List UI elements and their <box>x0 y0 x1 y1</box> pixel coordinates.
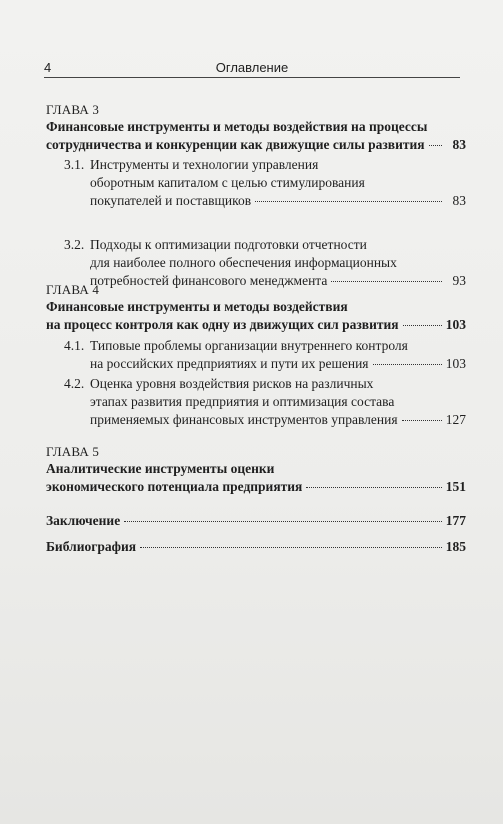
chapter-title-line: Финансовые инструменты и методы воздействия <box>46 299 348 314</box>
section-line: применяемых финансовых инструментов управления <box>90 412 398 427</box>
section-number: 3.1. <box>64 157 85 172</box>
chapter-label: ГЛАВА 3 <box>46 102 100 117</box>
bibliography-title: Библиография <box>46 539 137 554</box>
section-line: Инструменты и технологии управления <box>90 157 319 172</box>
leader-dots <box>140 546 442 548</box>
section-line: этапах развития предприятия и оптимизация состава <box>90 394 395 409</box>
page-ref: 185 <box>445 539 466 554</box>
section-line: Подходы к оптимизации подготовки отчетности <box>90 237 367 252</box>
page-ref: 151 <box>445 479 466 494</box>
chapter-title-last-line <box>46 316 466 334</box>
page-ref: 103 <box>445 356 466 371</box>
chapter-title-line: на процесс контроля как одну из движущих сил развития <box>46 317 399 332</box>
toc-section-3-1 <box>46 156 466 210</box>
chapter-label: ГЛАВА 4 <box>46 282 100 297</box>
chapter-title-line: сотрудничества и конкуренции как движущие силы развития <box>46 137 425 152</box>
page-ref: 83 <box>452 193 466 208</box>
header-rule <box>44 77 460 78</box>
leader-dots <box>306 486 441 488</box>
section-text <box>90 375 466 429</box>
section-number: 3.2. <box>64 237 85 252</box>
toc-conclusion <box>46 512 466 530</box>
page-number: 4 <box>44 60 52 75</box>
chapter-title-line: Финансовые инструменты и методы воздействия на процессы <box>46 119 428 134</box>
section-line: оборотным капиталом с целью стимулирования <box>90 175 365 190</box>
toc-bibliography <box>46 538 466 556</box>
page-ref: 103 <box>445 317 466 332</box>
toc-chapter-3 <box>46 101 466 154</box>
leader-dots <box>255 200 442 202</box>
section-line: для наиболее полного обеспечения информационных <box>90 255 397 270</box>
toc-chapter-5 <box>46 443 466 496</box>
toc-section-4-2 <box>46 375 466 429</box>
running-header <box>44 58 460 76</box>
conclusion-title: Заключение <box>46 513 121 528</box>
section-line: потребностей финансового менеджмента <box>90 273 328 288</box>
chapter-title-line: экономического потенциала предприятия <box>46 479 303 494</box>
leader-dots <box>429 144 442 146</box>
toc-chapter-4 <box>46 281 466 334</box>
leader-dots <box>373 363 442 365</box>
leader-dots <box>124 520 442 522</box>
section-last-line <box>90 355 466 373</box>
section-text <box>90 337 466 373</box>
section-line: Оценка уровня воздействия рисков на различных <box>90 376 374 391</box>
section-text <box>90 156 466 210</box>
section-number: 4.1. <box>64 338 85 353</box>
leader-dots <box>402 419 442 421</box>
chapter-title-line: Аналитические инструменты оценки <box>46 461 275 476</box>
section-line: покупателей и поставщиков <box>90 193 252 208</box>
chapter-title-last-line <box>46 136 466 154</box>
page-ref: 93 <box>452 273 466 288</box>
chapter-label: ГЛАВА 5 <box>46 444 100 459</box>
chapter-title-last-line <box>46 478 466 496</box>
section-last-line <box>90 192 466 210</box>
section-number: 4.2. <box>64 376 85 391</box>
page-ref: 127 <box>445 412 466 427</box>
page-title: Оглавление <box>215 60 289 75</box>
section-line: на российских предприятиях и пути их решения <box>90 356 369 371</box>
leader-dots <box>403 324 442 326</box>
page-ref: 177 <box>445 513 466 528</box>
section-last-line <box>90 411 466 429</box>
toc-section-4-1 <box>46 337 466 373</box>
section-line: Типовые проблемы организации внутреннего контроля <box>90 338 408 353</box>
page-ref: 83 <box>452 137 466 152</box>
